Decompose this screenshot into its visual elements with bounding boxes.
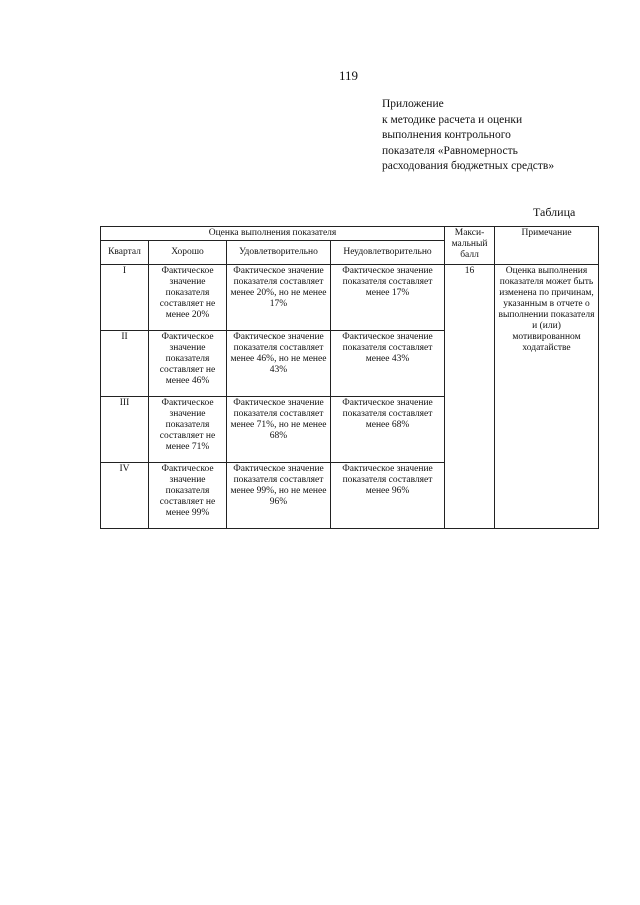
max-score-cell: 16 bbox=[445, 265, 495, 529]
quarter-cell: II bbox=[101, 331, 149, 397]
unsatisfactory-header: Неудовлетворительно bbox=[331, 241, 445, 265]
group-header: Оценка выполнения показателя bbox=[101, 227, 445, 241]
header-row bbox=[101, 227, 599, 241]
good-cell: Фактическое значение показателя составляет не менее 99% bbox=[149, 463, 227, 529]
unsatisfactory-cell: Фактическое значение показателя составляет менее 96% bbox=[331, 463, 445, 529]
table-label: Таблица bbox=[533, 205, 576, 219]
quarter-cell: IV bbox=[101, 463, 149, 529]
satisfactory-cell: Фактическое значение показателя составляет менее 99%, но не менее 96% bbox=[227, 463, 331, 529]
note-cell: Оценка выполнения показателя может быть изменена по причинам, указанным в отчете о выполнении показателя и (или) мотивированном ходатайстве bbox=[495, 265, 599, 529]
appendix-line: расходования бюджетных средств» bbox=[382, 160, 555, 172]
satisfactory-cell: Фактическое значение показателя составляет менее 71%, но не менее 68% bbox=[227, 397, 331, 463]
appendix-line: к методике расчета и оценки bbox=[382, 113, 523, 126]
note-header: Примечание bbox=[495, 227, 599, 265]
good-cell: Фактическое значение показателя составляет не менее 20% bbox=[149, 265, 227, 331]
good-cell: Фактическое значение показателя составляет не менее 46% bbox=[149, 331, 227, 397]
satisfactory-header: Удовлетворительно bbox=[227, 241, 331, 265]
good-cell: Фактическое значение показателя составляет не менее 71% bbox=[149, 397, 227, 463]
quarter-cell: III bbox=[101, 397, 149, 463]
quarter-header: Квартал bbox=[101, 241, 149, 265]
satisfactory-cell: Фактическое значение показателя составляет менее 46%, но не менее 43% bbox=[227, 331, 331, 397]
appendix-heading bbox=[382, 97, 554, 175]
max-score-header: Макси-мальный балл bbox=[445, 227, 495, 265]
evaluation-table bbox=[100, 226, 599, 529]
quarter-cell: I bbox=[101, 265, 149, 331]
unsatisfactory-cell: Фактическое значение показателя составляет менее 43% bbox=[331, 331, 445, 397]
good-header: Хорошо bbox=[149, 241, 227, 265]
page-number: 119 bbox=[339, 68, 359, 83]
unsatisfactory-cell: Фактическое значение показателя составляет менее 17% bbox=[331, 265, 445, 331]
unsatisfactory-cell: Фактическое значение показателя составляет менее 68% bbox=[331, 397, 445, 463]
appendix-line: показателя «Равномерность bbox=[382, 144, 518, 157]
table-row bbox=[101, 265, 599, 331]
appendix-line: Приложение bbox=[382, 98, 444, 110]
appendix-line: выполнения контрольного bbox=[382, 129, 511, 141]
satisfactory-cell: Фактическое значение показателя составляет менее 20%, но не менее 17% bbox=[227, 265, 331, 331]
